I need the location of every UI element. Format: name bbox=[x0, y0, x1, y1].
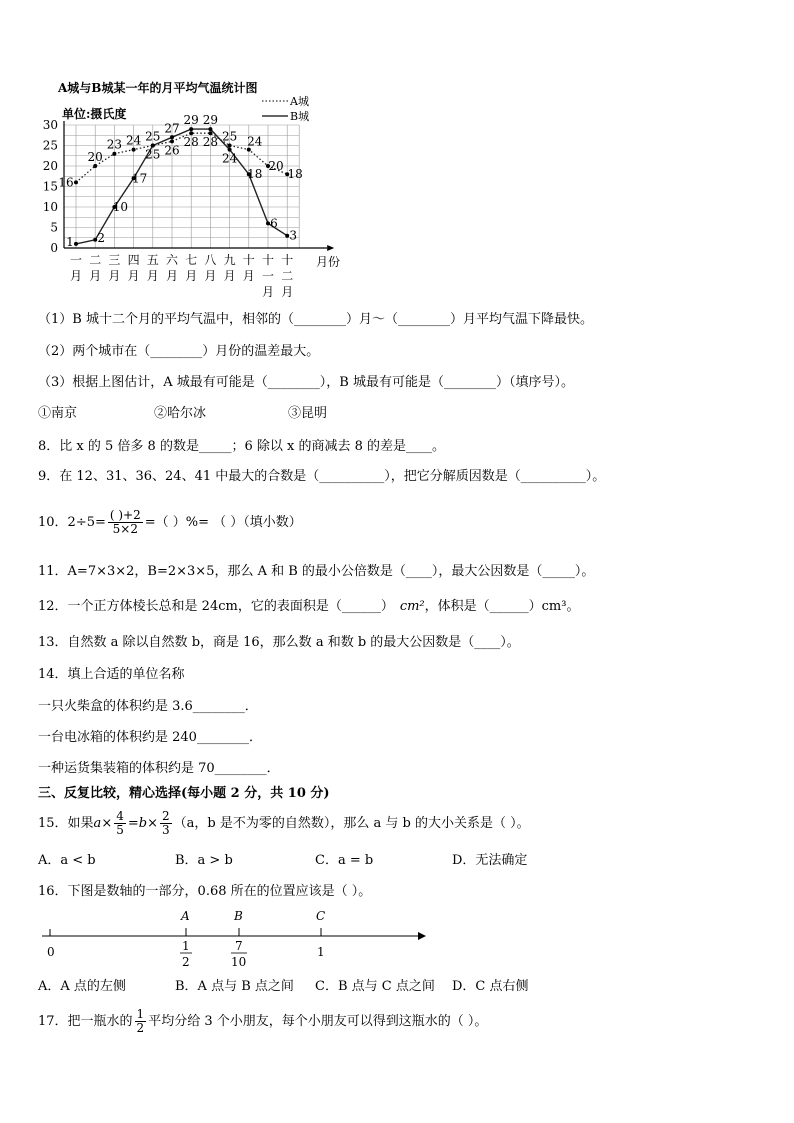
q15-fraction-2 bbox=[160, 810, 172, 837]
x-tick-label: 月 bbox=[146, 269, 159, 283]
q14-line-2: 一台电冰箱的体积约是 240________． bbox=[38, 730, 262, 745]
x-tick-label: 月 bbox=[185, 269, 198, 283]
q15-times-2: × bbox=[147, 816, 158, 831]
data-label: 25 bbox=[145, 129, 161, 144]
data-label: 6 bbox=[270, 216, 278, 231]
data-label: 25 bbox=[221, 129, 238, 144]
q17-fraction-num: 1 bbox=[136, 1007, 145, 1021]
x-tick-label: 九 bbox=[223, 253, 236, 267]
data-label: 1 bbox=[66, 234, 74, 249]
data-label: 20 bbox=[268, 159, 284, 173]
x-tick-label: 月 bbox=[69, 269, 83, 283]
data-point bbox=[208, 127, 212, 131]
q7-option-3: ③昆明 bbox=[288, 406, 328, 421]
y-tick-label: 10 bbox=[42, 200, 58, 214]
q15-option-b: B．a > b bbox=[175, 853, 233, 868]
q7-sub2: （2）两个城市在（________）月份的温差最大。 bbox=[38, 344, 320, 359]
data-label: 3 bbox=[289, 228, 298, 243]
frac-a-num: 1 bbox=[182, 939, 190, 953]
data-point bbox=[228, 144, 232, 148]
x-tick-label: 一 bbox=[261, 269, 275, 283]
chart-legend bbox=[262, 95, 309, 123]
q15-option-a: A．a < b bbox=[38, 853, 96, 868]
q17-fraction-den: 2 bbox=[136, 1021, 145, 1035]
x-tick-label: 月 bbox=[223, 269, 236, 283]
q17-prefix: 17．把一瓶水的 bbox=[38, 1014, 133, 1029]
x-tick-label: 月 bbox=[281, 285, 294, 299]
x-tick-label: 四 bbox=[127, 253, 140, 267]
q16-option-a: A．A 点的左侧 bbox=[38, 979, 126, 994]
q16-option-b: B．A 点与 B 点之间 bbox=[175, 979, 294, 994]
question-11: 11．A=7×3×2，B=2×3×5，那么 A 和 B 的最小公倍数是（____），最大公因数是（_____）。 bbox=[38, 564, 595, 579]
q7-sub1: （1）B 城十二个月的平均气温中，相邻的（________）月～（________）月平均气温下降最快。 bbox=[38, 312, 593, 327]
x-axis-arrow bbox=[327, 245, 334, 251]
q12-unit: cm² bbox=[399, 599, 425, 614]
q14-line-1: 一只火柴盒的体积约是 3.6________． bbox=[38, 699, 258, 714]
label-one: 1 bbox=[317, 945, 325, 959]
data-point bbox=[74, 180, 78, 184]
x-tick-label: 七 bbox=[185, 253, 198, 267]
question-8: 8．比 x 的 5 倍多 8 的数是_____；6 除以 x 的商减去 8 的差是____。 bbox=[38, 439, 445, 454]
number-line-arrow bbox=[418, 932, 426, 940]
data-label: 28 bbox=[183, 135, 199, 150]
q15-prefix: 15．如果 bbox=[38, 816, 94, 831]
chart-unit-label: 单位:摄氏度 bbox=[62, 107, 127, 121]
label-zero: 0 bbox=[47, 945, 55, 959]
x-tick-label: 八 bbox=[204, 253, 217, 267]
data-label: 18 bbox=[247, 167, 263, 182]
data-point bbox=[189, 127, 193, 131]
chart-y-ticks bbox=[43, 118, 58, 255]
q16-option-d: D．C 点右侧 bbox=[452, 979, 529, 994]
y-tick-label: 5 bbox=[50, 220, 58, 235]
q15-var-b: b bbox=[138, 816, 148, 831]
q7-sub3: （3）根据上图估计，A 城最有可能是（________），B 城最有可能是（________）（填序号）。 bbox=[38, 375, 574, 390]
data-label: 23 bbox=[106, 137, 123, 152]
y-tick-label: 15 bbox=[42, 179, 58, 194]
chart-grid bbox=[64, 125, 299, 248]
x-tick-label: 六 bbox=[165, 253, 179, 267]
label-point-a: A bbox=[181, 909, 190, 923]
x-tick-label: 一 bbox=[69, 253, 83, 267]
x-tick-label: 三 bbox=[108, 253, 121, 267]
q14-title: 14．填上合适的单位名称 bbox=[38, 667, 185, 682]
y-tick-label: 30 bbox=[42, 118, 58, 132]
q15-var-a: a bbox=[93, 816, 102, 831]
q16-option-c: C．B 点与 C 点之间 bbox=[315, 979, 435, 994]
q15-option-c: C．a = b bbox=[315, 853, 374, 868]
data-point bbox=[132, 148, 136, 152]
q15-fraction-2-num: 2 bbox=[162, 809, 170, 823]
question-17 bbox=[38, 1004, 487, 1040]
frac-b-den: 10 bbox=[231, 955, 247, 969]
chart-title: A城与B城某一年的月平均气温统计图 bbox=[58, 81, 258, 95]
q10-fraction-den: 5×2 bbox=[112, 522, 138, 536]
q15-option-d: D．无法确定 bbox=[452, 853, 528, 868]
x-tick-label: 十 bbox=[242, 253, 255, 267]
question-9: 9．在 12、31、36、24、41 中最大的合数是（__________），把它分解质因数是（__________）。 bbox=[38, 469, 606, 484]
q15-fraction-2-den: 3 bbox=[162, 823, 170, 837]
q17-fraction bbox=[135, 1008, 147, 1035]
frac-b-num: 7 bbox=[235, 939, 243, 953]
data-label: 10 bbox=[112, 200, 129, 214]
q15-fraction-1-num: 4 bbox=[116, 809, 124, 823]
q15-equals: = bbox=[127, 816, 139, 831]
x-tick-label: 月 bbox=[108, 269, 121, 283]
label-point-b: B bbox=[234, 909, 243, 923]
x-tick-label: 月 bbox=[242, 269, 255, 283]
data-label: 17 bbox=[131, 171, 148, 186]
question-16: 16．下图是数轴的一部分，0.68 所在的位置应该是（ ）。 bbox=[38, 884, 372, 899]
question-10 bbox=[38, 504, 302, 542]
q17-suffix: 平均分给 3 个小朋友，每个小朋友可以得到这瓶水的（ ）。 bbox=[148, 1014, 488, 1029]
x-axis-label: 月份 bbox=[316, 255, 341, 269]
data-point bbox=[93, 164, 97, 168]
data-label: 24 bbox=[125, 133, 142, 148]
q15-times-1: × bbox=[101, 816, 113, 831]
y-tick-label: 0 bbox=[50, 241, 58, 255]
y-tick-label: 20 bbox=[42, 159, 58, 173]
data-label: 29 bbox=[183, 113, 199, 128]
q10-fraction bbox=[108, 509, 143, 536]
q10-fraction-num: ( )+2 bbox=[109, 508, 141, 522]
data-label: 2 bbox=[97, 230, 106, 245]
x-tick-label: 月 bbox=[261, 285, 275, 299]
q10-suffix: =（ ）%= （ ）（填小数） bbox=[144, 515, 302, 530]
x-tick-label: 二 bbox=[281, 269, 294, 283]
x-tick-label: 月 bbox=[165, 269, 179, 283]
data-label: 18 bbox=[287, 167, 303, 182]
section-3-heading: 三、反复比较，精心选择(每小题 2 分，共 10 分) bbox=[38, 786, 330, 801]
temperature-line-chart bbox=[30, 78, 370, 300]
x-tick-label: 十 bbox=[261, 253, 275, 267]
data-label: 28 bbox=[202, 135, 219, 150]
x-tick-label: 月 bbox=[204, 269, 217, 283]
q10-prefix: 10．2÷5= bbox=[38, 515, 106, 530]
data-label: 24 bbox=[247, 134, 263, 149]
data-label: 29 bbox=[202, 113, 219, 128]
q15-fraction-1 bbox=[114, 810, 126, 837]
x-tick-label: 月 bbox=[127, 269, 140, 283]
q12-text-2: ，体积是（______）cm³。 bbox=[424, 599, 580, 614]
question-13: 13．自然数 a 除以自然数 b，商是 16，那么数 a 和数 b 的最大公因数是（____）。 bbox=[38, 635, 520, 650]
data-label: 26 bbox=[164, 143, 180, 158]
data-point bbox=[74, 242, 78, 246]
q7-option-2: ②哈尔冰 bbox=[154, 406, 207, 421]
data-label: 27 bbox=[164, 121, 180, 136]
q15-fraction-1-den: 5 bbox=[116, 823, 124, 837]
question-12 bbox=[38, 598, 579, 616]
data-label: 24 bbox=[221, 151, 238, 166]
y-tick-label: 25 bbox=[42, 138, 58, 153]
legend-label-b: B城 bbox=[290, 110, 310, 123]
x-tick-label: 五 bbox=[146, 253, 159, 267]
x-tick-label: 十 bbox=[281, 253, 294, 267]
chart-x-ticks bbox=[70, 252, 293, 299]
x-tick-label: 二 bbox=[89, 253, 102, 267]
question-15 bbox=[38, 806, 530, 842]
label-point-c: C bbox=[316, 909, 326, 923]
data-point bbox=[112, 152, 116, 156]
data-point bbox=[170, 135, 174, 139]
legend-label-a: A城 bbox=[290, 95, 309, 108]
number-line bbox=[30, 906, 430, 972]
frac-a-den: 2 bbox=[182, 955, 190, 969]
data-label: 25 bbox=[145, 147, 161, 162]
data-label: 20 bbox=[87, 150, 103, 164]
q12-text-1: 12．一个正方体棱长总和是 24cm，它的表面积是（______） bbox=[38, 599, 394, 614]
q7-option-1: ①南京 bbox=[38, 406, 78, 421]
data-label: 16 bbox=[58, 175, 74, 190]
q14-line-3: 一种运货集装箱的体积约是 70________． bbox=[38, 761, 280, 776]
x-tick-label: 月 bbox=[89, 269, 102, 283]
q15-text: （a，b 是不为零的自然数），那么 a 与 b 的大小关系是（ ）。 bbox=[173, 816, 530, 831]
